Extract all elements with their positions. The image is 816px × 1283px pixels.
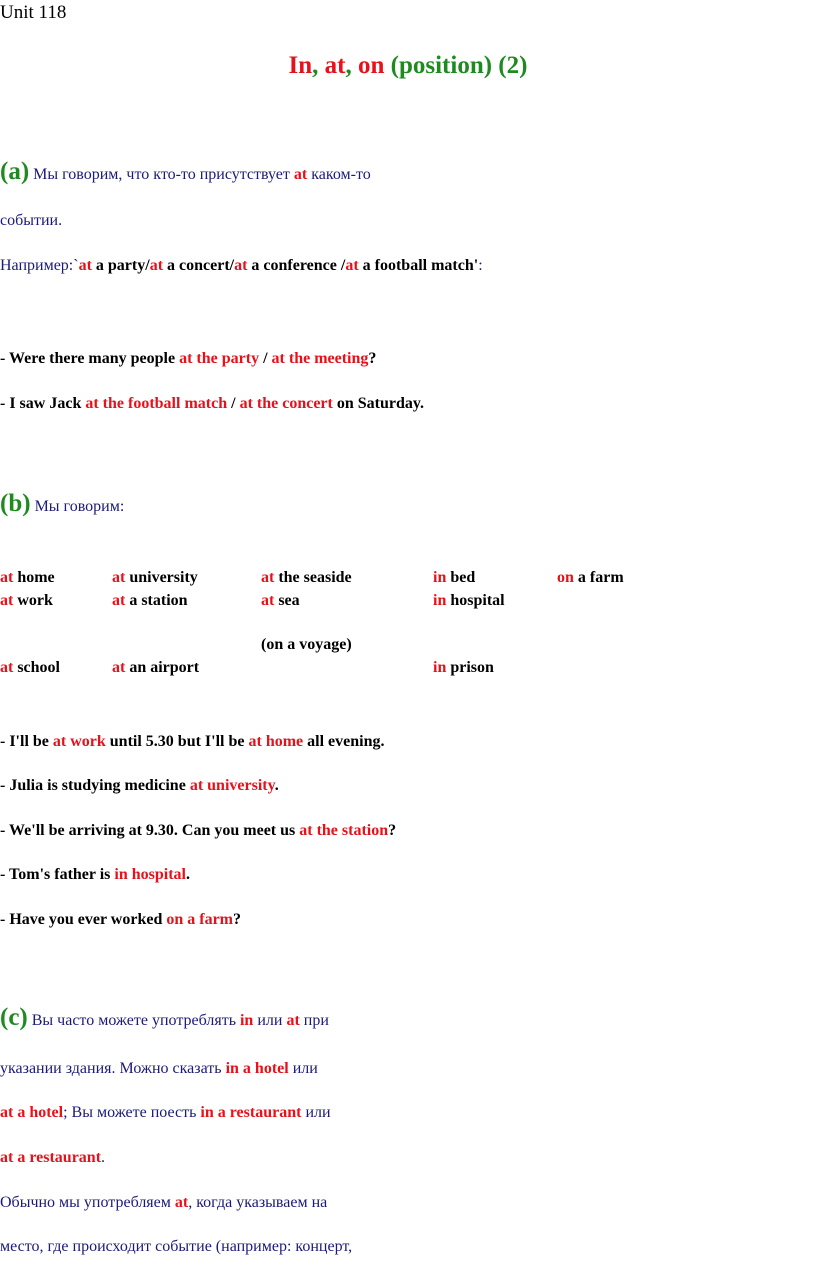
grid-word: a farm — [573, 569, 624, 586]
sentence-text: ? — [233, 911, 241, 928]
sentence-text: - We'll be arriving at 9.30. Can you meet us — [0, 822, 300, 839]
example-sentence — [0, 776, 279, 796]
sentence-text: - Have you ever worked — [0, 911, 167, 928]
section-c-text: при — [299, 1012, 329, 1029]
section-c-line4 — [0, 1148, 105, 1168]
section-c-text: указании здания. Можно сказать — [0, 1060, 226, 1077]
grid-prep: at — [0, 569, 14, 586]
grid-cell — [0, 658, 60, 678]
section-c-text: Обычно мы употребляем — [0, 1194, 175, 1211]
grid-prep: in — [433, 592, 447, 609]
section-c-highlight: at a restaurant — [0, 1149, 102, 1166]
section-a-example — [0, 256, 483, 276]
grid-word: bed — [446, 569, 476, 586]
grid-word: work — [13, 592, 53, 609]
unit-label: Unit 118 — [0, 2, 67, 23]
section-c-text: или — [288, 1060, 318, 1077]
section-c-highlight: at a hotel — [0, 1104, 64, 1121]
grid-word: prison — [446, 659, 494, 676]
example-sentence — [0, 910, 241, 930]
grid-cell — [433, 591, 505, 611]
sentence-text: ? — [388, 822, 397, 839]
section-c-line6: место, где происходит событие (например: концерт, — [0, 1238, 353, 1255]
sentence-text: . — [185, 866, 190, 883]
grid-word: home — [13, 569, 55, 586]
grid-word: the seaside — [274, 569, 352, 586]
sentence-text: - Tom's father is — [0, 866, 115, 883]
section-c-text: , когда указываем на — [188, 1194, 328, 1211]
grid-cell — [0, 568, 55, 588]
section-a-text-end: каком-то — [307, 166, 371, 183]
sentence-highlight: at the football match — [85, 395, 228, 412]
title-on: on — [358, 52, 385, 79]
example-sentence — [0, 821, 396, 841]
sentence-highlight: at university — [189, 777, 275, 794]
grid-cell — [433, 658, 494, 678]
title-comma-1: , — [312, 52, 319, 79]
sentence-text: / — [259, 350, 272, 367]
grid-cell — [261, 568, 352, 588]
example-sentence — [0, 865, 190, 885]
grid-prep: at — [112, 659, 126, 676]
example-word: a concert/ — [163, 257, 235, 274]
grid-prep: in — [433, 569, 447, 586]
grid-cell — [112, 591, 188, 611]
sentence-highlight: at the concert — [239, 395, 333, 412]
sentence-text: on Saturday. — [332, 395, 424, 412]
grid-cell — [0, 591, 53, 611]
sentence-text: ? — [368, 350, 377, 367]
sentence-highlight: at the party — [179, 350, 260, 367]
grid-prep: at — [0, 592, 14, 609]
sentence-text: . — [274, 777, 279, 794]
section-a-line2: событии. — [0, 212, 63, 229]
sentence-text: - Were there many people — [0, 350, 180, 367]
grid-word: school — [13, 659, 60, 676]
grid-cell — [112, 568, 198, 588]
section-b-letter: (b) — [0, 490, 31, 517]
sentence-text: until 5.30 but I'll be — [105, 733, 249, 750]
grid-prep: at — [112, 592, 126, 609]
section-c-text: Вы часто можете употреблять — [27, 1012, 240, 1029]
grid-word: hospital — [446, 592, 505, 609]
section-a-at: at — [293, 166, 308, 183]
example-at: at — [234, 257, 248, 274]
title-rest: (position) (2) — [384, 52, 528, 79]
example-sentence — [0, 394, 424, 414]
section-c-highlight: in a hotel — [225, 1060, 289, 1077]
sentence-text: - I saw Jack — [0, 395, 86, 412]
section-c-at: at — [174, 1194, 189, 1211]
example-suffix: : — [478, 257, 483, 274]
grid-prep: at — [112, 569, 126, 586]
section-c-text: или — [301, 1104, 331, 1121]
grid-word: university — [125, 569, 198, 586]
sentence-highlight: on a farm — [166, 911, 233, 928]
page-title — [0, 52, 816, 80]
example-word: a football match' — [358, 257, 479, 274]
section-c-text: или — [253, 1012, 287, 1029]
sentence-text: - I'll be — [0, 733, 53, 750]
section-c-highlight: in a restaurant — [200, 1104, 302, 1121]
title-at: at — [324, 52, 346, 79]
section-c-line5 — [0, 1193, 327, 1213]
example-sentence — [0, 732, 384, 752]
section-c-text: ; Вы можете поесть — [63, 1104, 201, 1121]
example-prefix: Например:` — [0, 257, 79, 274]
sentence-highlight: in hospital — [114, 866, 186, 883]
example-word: a conference / — [247, 257, 346, 274]
sentence-highlight: at the station — [299, 822, 389, 839]
section-c-line2 — [0, 1059, 318, 1079]
title-comma-2: , — [345, 52, 352, 79]
sentence-highlight: at work — [52, 733, 106, 750]
grid-word: a station — [125, 592, 188, 609]
grid-cell — [261, 591, 300, 611]
grid-cell — [112, 658, 199, 678]
section-c-text: . — [101, 1149, 106, 1166]
section-c-line3 — [0, 1103, 331, 1123]
grid-cell — [557, 568, 624, 588]
example-word: a party/ — [91, 257, 150, 274]
section-a-letter: (a) — [0, 158, 30, 185]
section-b-intro — [0, 490, 124, 518]
sentence-text: - Julia is studying medicine — [0, 777, 190, 794]
grid-prep: at — [261, 569, 275, 586]
grid-prep: on — [557, 569, 574, 586]
grid-cell — [433, 568, 475, 588]
sentence-text: all evening. — [303, 733, 385, 750]
title-in: In — [288, 52, 313, 79]
section-a-intro — [0, 158, 371, 186]
section-c-letter: (c) — [0, 1004, 28, 1031]
example-at: at — [78, 257, 92, 274]
grid-word: an airport — [125, 659, 200, 676]
sentence-text: / — [227, 395, 240, 412]
voyage-note: (on a voyage) — [261, 636, 352, 653]
example-at: at — [149, 257, 164, 274]
sentence-highlight: at the meeting — [271, 350, 369, 367]
section-a-text: Мы говорим, что кто-то присутствует — [29, 166, 294, 183]
example-at: at — [345, 257, 359, 274]
grid-prep: at — [261, 592, 275, 609]
section-c-intro — [0, 1004, 329, 1032]
grid-prep: at — [0, 659, 14, 676]
section-c-in: in — [239, 1012, 254, 1029]
sentence-highlight: at home — [248, 733, 304, 750]
grid-word: sea — [274, 592, 300, 609]
grid-prep: in — [433, 659, 447, 676]
example-sentence — [0, 349, 376, 369]
section-b-text: Мы говорим: — [30, 498, 125, 515]
section-c-at: at — [286, 1012, 300, 1029]
